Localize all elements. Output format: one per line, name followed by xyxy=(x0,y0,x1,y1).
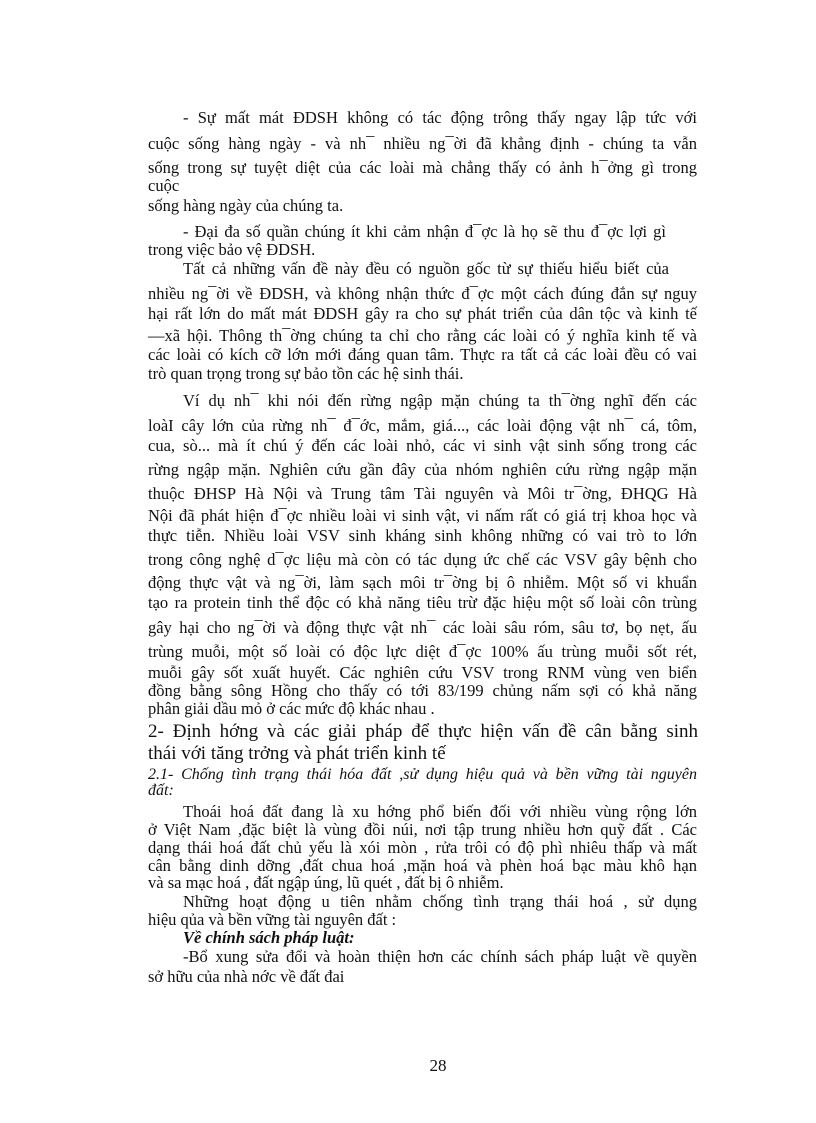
text-line: Tất cả những vấn đề này đều có nguồn gốc từ sự thiếu hiểu biết của xyxy=(183,259,669,278)
section-heading: 2- Định hớng và các giải pháp để thực hiện vấn đề cân bằng sinh xyxy=(148,721,698,742)
text-line: thực tiễn. Nhiều loài VSV sinh kháng sinh không những có vai trò to lớn xyxy=(148,526,697,545)
text-line: và sa mạc hoá , đất ngập úng, lũ quét , đất bị ô nhiễm. xyxy=(148,873,504,892)
text-line: nhiều ng¯ời về ĐDSH, và không nhận thức đ¯ợc một cách đúng đắn sự nguy xyxy=(148,284,697,303)
text-line: phân giải dầu mỏ ở các mức độ khác nhau . xyxy=(148,699,435,718)
text-line: trò quan trọng trong sự bảo tồn các hệ sinh thái. xyxy=(148,364,464,383)
policy-heading: Về chính sách pháp luật: xyxy=(183,928,355,947)
text-line: rừng ngập mặn. Nghiên cứu gần đây của nhóm nghiên cứu rừng ngập mặn xyxy=(148,460,697,479)
text-line: sở hữu của nhà nớc về đất đai xyxy=(148,967,345,986)
text-line: gây hại cho ng¯ời và động thực vật nh¯ các loài sâu róm, sâu tơ, bọ nẹt, ấu xyxy=(148,618,697,637)
text-line: ở Việt Nam ,đặc biệt là vùng đồi núi, nơi tập trung nhiều hơn quỹ đất . Các xyxy=(148,820,697,839)
text-line: -Bổ xung sửa đổi và hoàn thiện hơn các chính sách pháp luật về quyền xyxy=(183,947,697,966)
text-line: Nội đã phát hiện đ¯ợc nhiều loài vi sinh vật, vi nấm rất có giá trị khoa học và xyxy=(148,506,697,525)
text-line: —xã hội. Thông th¯ờng chúng ta chỉ cho rằng các loài có ý nghĩa kinh tế và xyxy=(148,326,697,345)
subsection-heading: đất: xyxy=(148,782,174,799)
page-number: 28 xyxy=(429,1056,447,1075)
text-line: Ví dụ nh¯ khi nói đến rừng ngập mặn chúng ta th¯ờng nghĩ đến các xyxy=(183,391,697,410)
text-line: muỗi gây sốt xuất huyết. Các nghiên cứu VSV trong RNM vùng ven biển xyxy=(148,663,697,682)
text-line: cuộc xyxy=(148,176,180,195)
text-line: trong việc bảo vệ ĐDSH. xyxy=(148,240,316,259)
text-line: thuộc ĐHSP Hà Nội và Trung tâm Tài nguyên và Môi tr¯ờng, ĐHQG Hà xyxy=(148,484,697,503)
text-line: các loài có kích cỡ lớn mới đáng quan tâm. Thực ra tất cả các loài đều có vai xyxy=(148,345,697,364)
text-line: - Sự mất mát ĐDSH không có tác động trông thấy ngay lập tức với xyxy=(183,108,697,127)
text-line: động thực vật và ng¯ời, làm sạch môi tr¯ờng bị ô nhiễm. Một số vi khuẩn xyxy=(148,573,697,592)
text-line: cuộc sống hàng ngày - và nh¯ nhiều ng¯ời đã khẳng định - chúng ta vẫn xyxy=(148,134,697,153)
text-line: loàI cây lớn của rừng nh¯ đ¯ớc, mắm, giá..., các loài động vật nh¯ cá, tôm, xyxy=(148,416,697,435)
section-heading: thái với tăng trởng và phát triển kinh tế xyxy=(148,743,446,764)
text-line: cua, sò... mà ít chú ý đến các loài nhỏ, các vi sinh vật sinh sống trong các xyxy=(148,436,697,455)
text-line: Thoái hoá đất đang là xu hớng phổ biến đối với nhiều vùng rộng lớn xyxy=(183,802,697,821)
text-line: Những hoạt động u tiên nhằm chống tình trạng thái hoá , sử dụng xyxy=(183,892,697,911)
text-line: sống hàng ngày của chúng ta. xyxy=(148,196,344,215)
text-line: sống trong sự tuyệt diệt của các loài mà chẳng thấy có ảnh h¯ởng gì trong xyxy=(148,158,697,177)
text-line: trùng muỗi, một số loài có độc lực diệt đ¯ợc 100% ấu trùng muỗi sốt rét, xyxy=(148,642,697,661)
text-line: hại rất lớn do mất mát ĐDSH gây ra cho sự phát triển của dân tộc và kinh tế xyxy=(148,304,697,323)
text-line: trong công nghệ d¯ợc liệu mà còn có tác dụng ức chế các VSV gây bệnh cho xyxy=(148,550,697,569)
text-line: cân bằng dinh dỡng ,đất chua hoá ,mặn hoá và phèn hoá bạc màu khô hạn xyxy=(148,856,697,875)
text-line: tạo ra protein tinh thể độc có khả năng tiêu trừ đặc hiệu một số loài côn trùng xyxy=(148,593,697,612)
text-line: dạng thái hoá đất chủ yếu là xói mòn , rửa trôi có độ phì nhiêu thấp và mất xyxy=(148,838,697,857)
text-line: hiệu qủa và bền vững tài nguyên đất : xyxy=(148,910,397,929)
subsection-heading: 2.1- Chống tình trạng thái hóa đất ,sử dụng hiệu quả và bền vững tài nguyên xyxy=(148,766,697,783)
text-line: - Đại đa số quần chúng ít khi cảm nhận đ¯ợc là họ sẽ thu đ¯ợc lợi gì xyxy=(183,222,666,241)
text-line: đồng bằng sông Hồng cho thấy có tới 83/199 chủng nấm sợi có khả năng xyxy=(148,681,697,700)
